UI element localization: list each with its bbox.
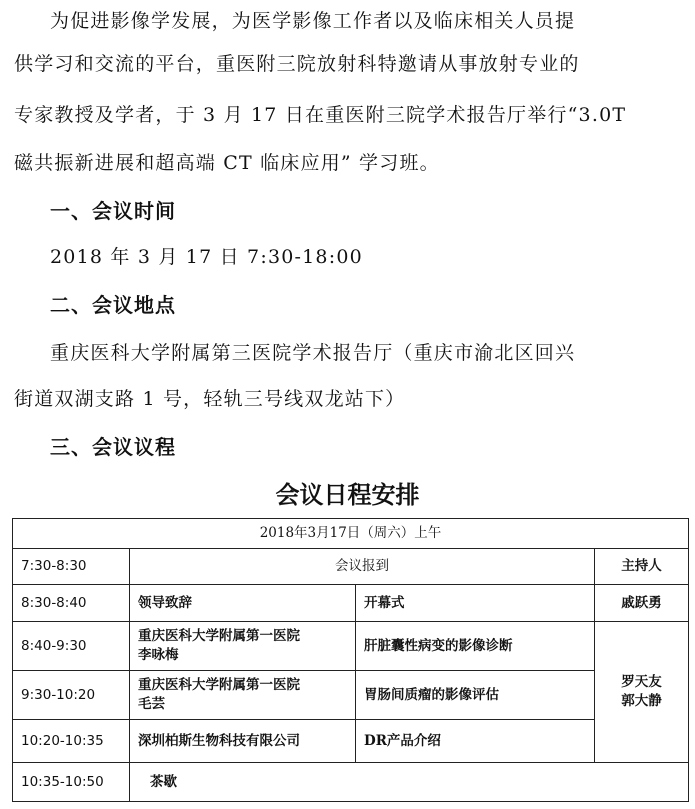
schedule-table xyxy=(12,518,689,802)
row-time: 9:30-10:20 xyxy=(13,671,130,720)
row-item: 茶歇 xyxy=(130,763,689,802)
row-time: 8:40-9:30 xyxy=(13,622,130,671)
row-topic: 开幕式 xyxy=(356,585,595,622)
meeting-time: 2018 年 3 月 17 日 7:30-18:00 xyxy=(50,246,363,268)
section-agenda-heading: 三、会议议程 xyxy=(50,435,176,459)
location-line-2: 街道双湖支路 1 号，轻轨三号线双龙站下） xyxy=(14,388,406,410)
row-item: 会议报到 xyxy=(130,549,595,585)
host-header: 主持人 xyxy=(595,549,689,585)
speaker-name: 毛芸 xyxy=(138,696,165,712)
table-row xyxy=(13,622,689,671)
intro-line-2: 供学习和交流的平台，重医附三院放射科特邀请从事放射专业的 xyxy=(14,53,580,75)
section-location-heading: 二、会议地点 xyxy=(50,293,176,317)
row-host xyxy=(595,622,689,763)
row-topic: 肝脏囊性病变的影像诊断 xyxy=(356,622,595,671)
schedule-title: 会议日程安排 xyxy=(275,481,420,509)
schedule-date-header: 2018年3月17日（周六）上午 xyxy=(13,519,689,549)
row-host: 戚跃勇 xyxy=(595,585,689,622)
row-time: 10:35-10:50 xyxy=(13,763,130,802)
speaker-name: 李咏梅 xyxy=(138,647,179,663)
table-row xyxy=(13,720,689,763)
table-row xyxy=(13,585,689,622)
host-name-2: 郭大静 xyxy=(621,693,662,709)
row-speaker xyxy=(130,622,356,671)
section-time-heading: 一、会议时间 xyxy=(50,199,176,223)
intro-line-1: 为促进影像学发展，为医学影像工作者以及临床相关人员提 xyxy=(50,10,576,32)
schedule-date-row xyxy=(13,519,689,549)
table-row xyxy=(13,549,689,585)
table-row xyxy=(13,671,689,720)
row-speaker: 领导致辞 xyxy=(130,585,356,622)
row-time: 10:20-10:35 xyxy=(13,720,130,763)
row-topic: DR产品介绍 xyxy=(356,720,595,763)
row-topic: 胃肠间质瘤的影像评估 xyxy=(356,671,595,720)
speaker-hospital: 重庆医科大学附属第一医院 xyxy=(138,677,300,693)
row-time: 7:30-8:30 xyxy=(13,549,130,585)
intro-line-3: 专家教授及学者，于 3 月 17 日在重医附三院学术报告厅举行“3.0T xyxy=(14,104,627,126)
row-speaker: 深圳柏斯生物科技有限公司 xyxy=(130,720,356,763)
host-name-1: 罗天友 xyxy=(621,674,662,690)
intro-line-4: 磁共振新进展和超高端 CT 临床应用” 学习班。 xyxy=(14,152,440,174)
row-time: 8:30-8:40 xyxy=(13,585,130,622)
location-line-1: 重庆医科大学附属第三医院学术报告厅（重庆市渝北区回兴 xyxy=(50,342,576,364)
row-speaker xyxy=(130,671,356,720)
speaker-hospital: 重庆医科大学附属第一医院 xyxy=(138,628,300,644)
table-row xyxy=(13,763,689,802)
